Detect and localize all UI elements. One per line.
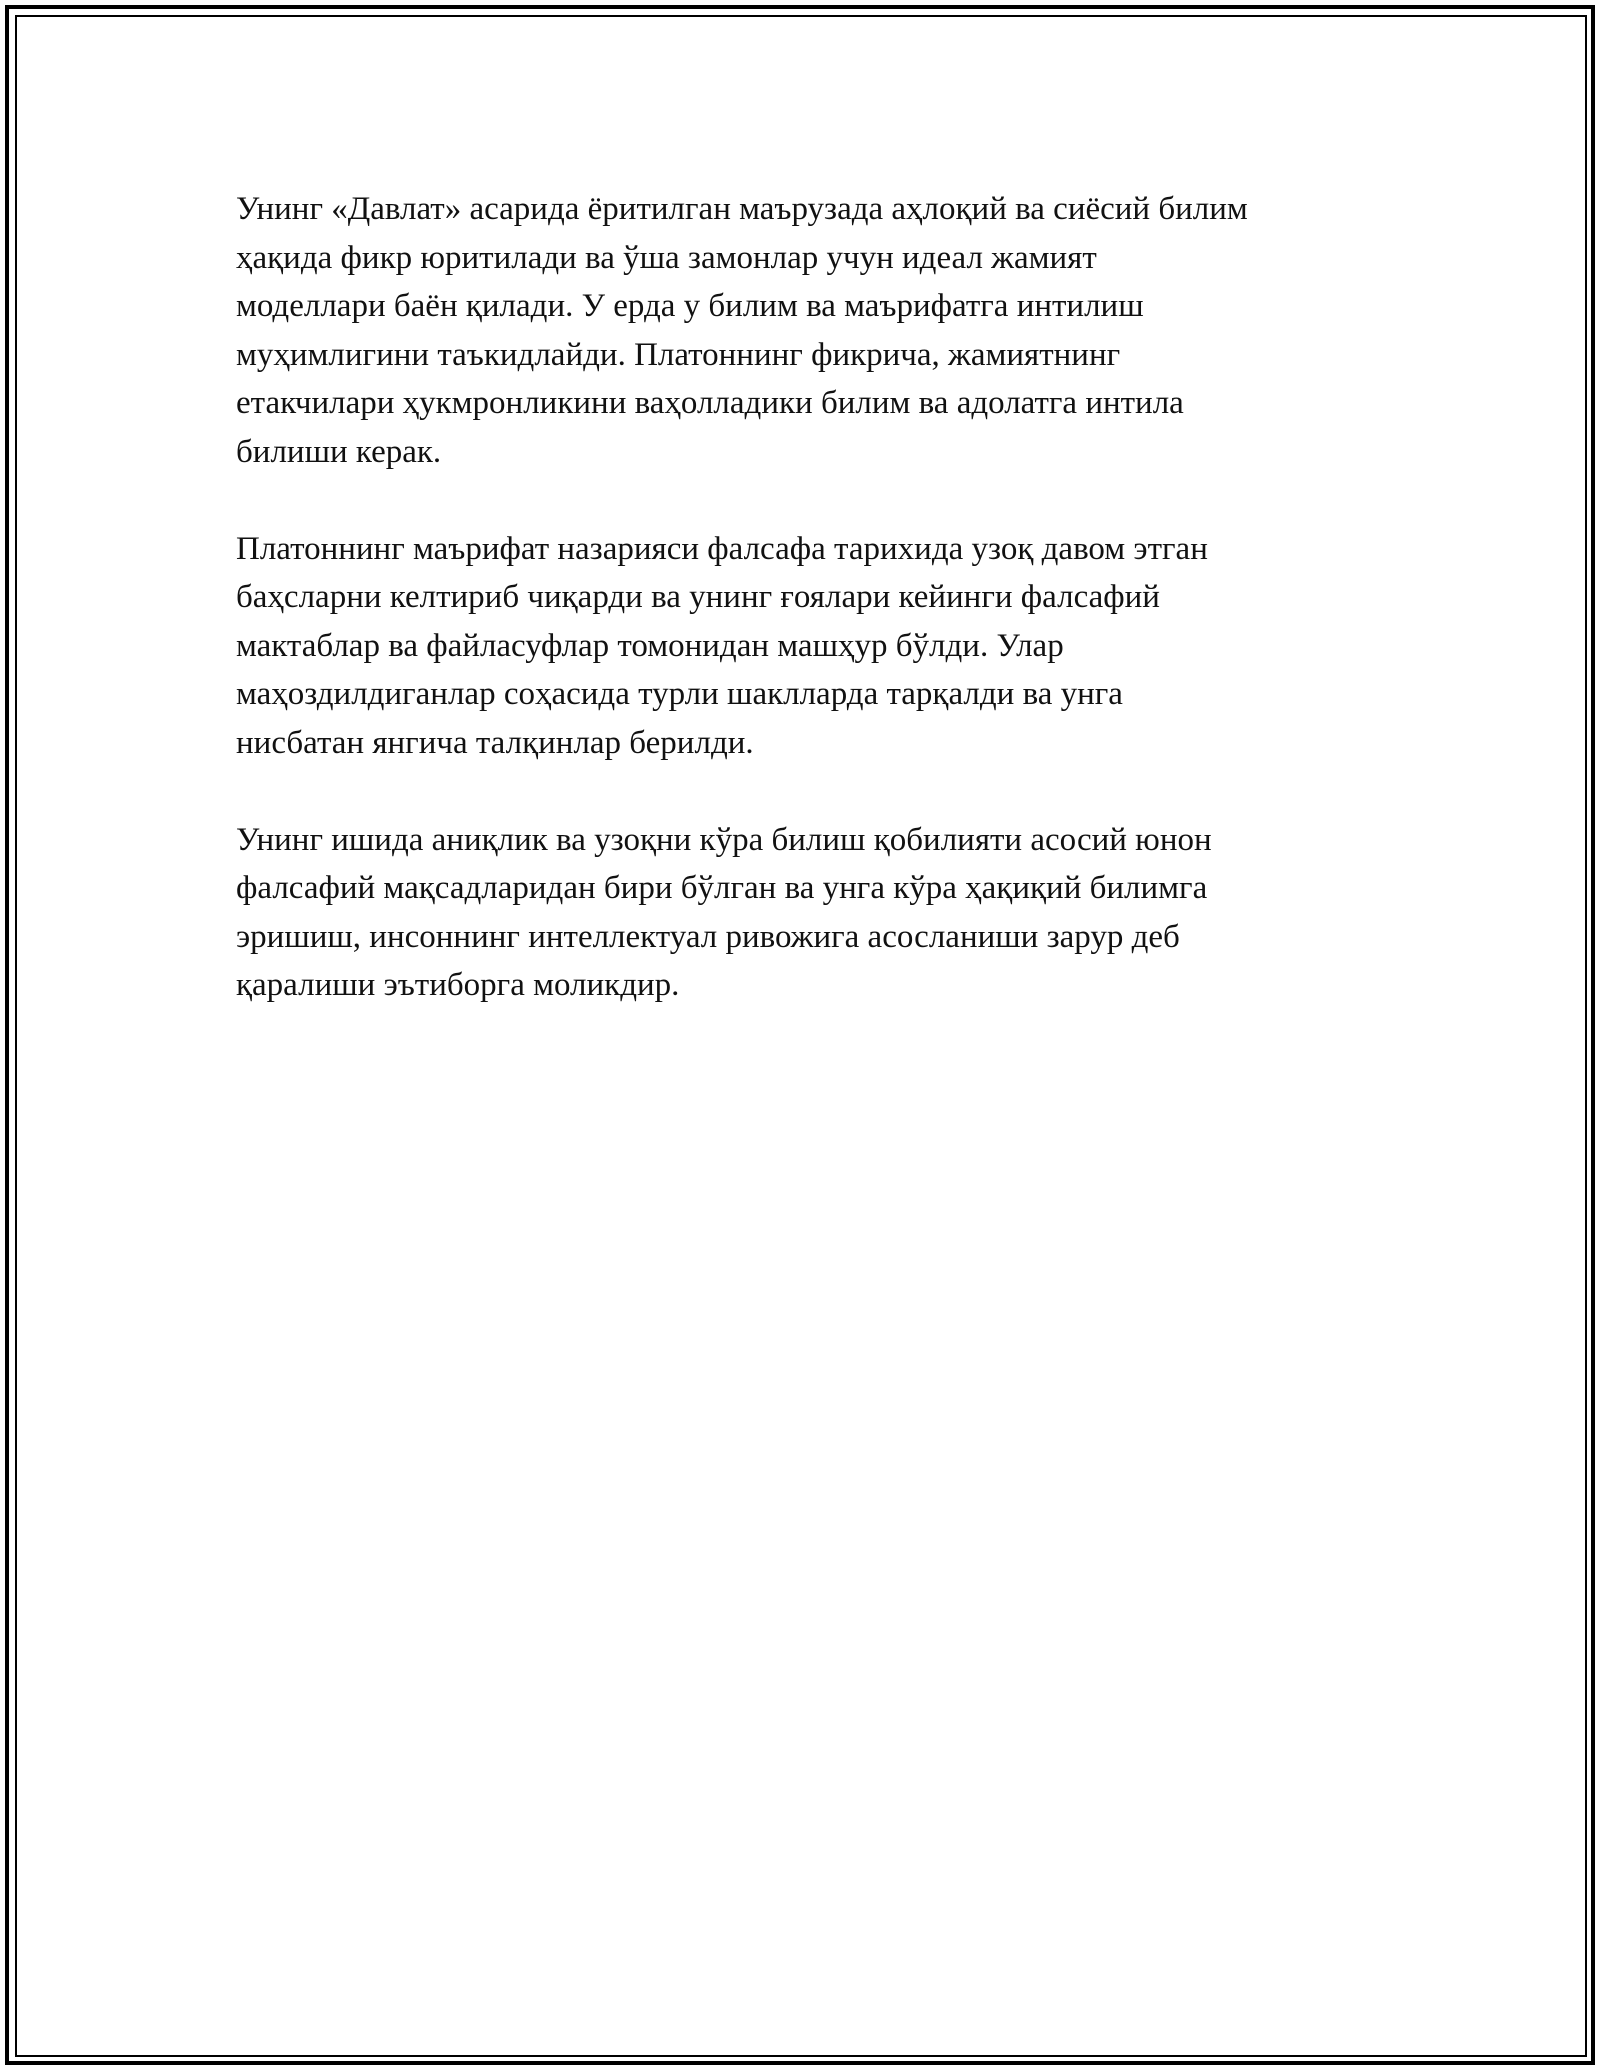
paragraph-2: Платоннинг маърифат назарияси фалсафа тарихида узоқ давом этган баҳсларни келтириб чиқарди ва унинг ғоялари кейинги фалсафий мактаблар ва файласуфлар томонидан машҳур бўлди. Улар маҳоздилдиганлар соҳасида турли шаклларда тарқалди ва унга нисбатан янгича талқинлар берилди. bbox=[236, 530, 1208, 761]
document-body bbox=[236, 185, 1386, 1058]
paragraph-1: Унинг «Давлат» асарида ёритилган маърузада аҳлоқий ва сиёсий билим ҳақида фикр юритилади ва ўша замонлар учун идеал жамият моделлари баён қилади. У ерда у билим ва маърифатга интилиш муҳимлигини таъкидлайди. Платоннинг фикрича, жамиятнинг етакчилари ҳукмронликини ваҳолладики билим ва адолатга интила билиши керак. bbox=[236, 191, 1248, 470]
paragraph-3: Унинг ишида аниқлик ва узоқни кўра билиш қобилияти асосий юнон фалсафий мақсадларидан бири бўлган ва унга кўра ҳақиқий билимга эришиш, инсоннинг интеллектуал ривожига асосланиши зарур деб қаралиши эътиборга моликдир. bbox=[236, 821, 1212, 1003]
